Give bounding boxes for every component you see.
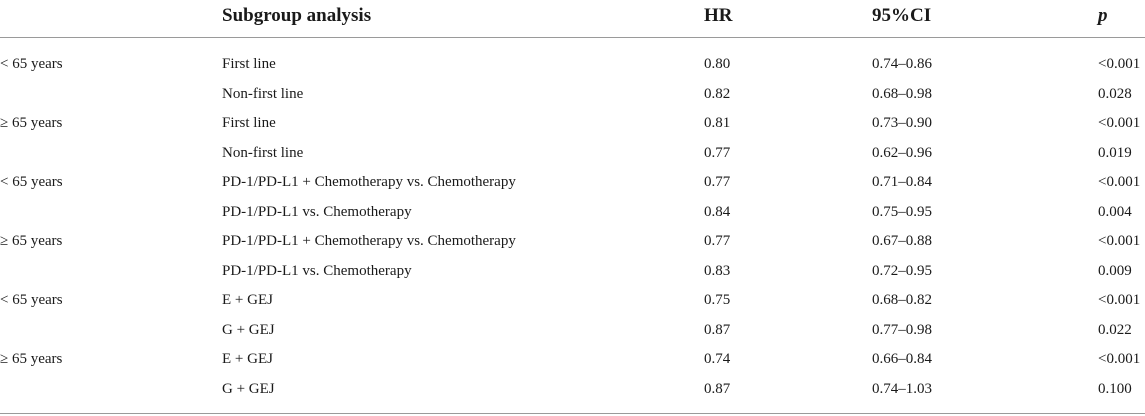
age-group-cell: < 65 years xyxy=(0,292,63,308)
hr-cell: 0.80 xyxy=(704,56,731,72)
table-row xyxy=(0,286,1145,316)
table-row xyxy=(0,109,1145,139)
header-subgroup-analysis: Subgroup analysis xyxy=(222,5,372,26)
ci-cell: 0.74–1.03 xyxy=(872,380,932,397)
subgroup-cell: G + GEJ xyxy=(222,321,275,338)
ci-cell: 0.73–0.90 xyxy=(872,115,932,131)
p-value-cell: <0.001 xyxy=(1098,174,1141,190)
table-row xyxy=(0,198,1145,228)
p-value-cell: 0.100 xyxy=(1098,380,1132,397)
p-value-cell: 0.028 xyxy=(1098,85,1132,102)
table-row xyxy=(0,80,1145,110)
hr-cell: 0.77 xyxy=(704,233,731,249)
hr-cell: 0.75 xyxy=(704,292,731,308)
table-row xyxy=(0,168,1145,198)
subgroup-cell: E + GEJ xyxy=(222,292,273,308)
ci-cell: 0.67–0.88 xyxy=(872,233,932,249)
subgroup-cell: Non-first line xyxy=(222,85,304,102)
subgroup-cell: PD-1/PD-L1 vs. Chemotherapy xyxy=(222,203,412,220)
age-group-cell: ≥ 65 years xyxy=(0,233,63,249)
p-value-cell: 0.019 xyxy=(1098,144,1132,161)
age-group-cell: ≥ 65 years xyxy=(0,115,63,131)
hr-cell: 0.77 xyxy=(704,144,731,161)
ci-cell: 0.62–0.96 xyxy=(872,144,932,161)
table-row xyxy=(0,345,1145,375)
subgroup-cell: PD-1/PD-L1 vs. Chemotherapy xyxy=(222,262,412,279)
ci-cell: 0.77–0.98 xyxy=(872,321,932,338)
hr-cell: 0.74 xyxy=(704,351,731,367)
subgroup-cell: G + GEJ xyxy=(222,380,275,397)
table-row xyxy=(0,257,1145,287)
age-group-cell: < 65 years xyxy=(0,56,63,72)
p-value-cell: <0.001 xyxy=(1098,233,1141,249)
ci-cell: 0.66–0.84 xyxy=(872,351,932,367)
table-row xyxy=(0,139,1145,169)
ci-cell: 0.68–0.82 xyxy=(872,292,932,308)
table-row xyxy=(0,316,1145,346)
hr-cell: 0.84 xyxy=(704,203,731,220)
hr-cell: 0.81 xyxy=(704,115,731,131)
hr-cell: 0.83 xyxy=(704,262,731,279)
p-value-cell: <0.001 xyxy=(1098,351,1141,367)
hr-cell: 0.87 xyxy=(704,321,731,338)
p-value-cell: 0.004 xyxy=(1098,203,1132,220)
ci-cell: 0.74–0.86 xyxy=(872,56,932,72)
ci-cell: 0.68–0.98 xyxy=(872,85,932,102)
header-hr: HR xyxy=(704,5,733,26)
subgroup-cell: First line xyxy=(222,115,276,131)
subgroup-cell: PD-1/PD-L1 + Chemotherapy vs. Chemotherapy xyxy=(222,174,516,190)
p-value-cell: 0.009 xyxy=(1098,262,1132,279)
p-value-cell: <0.001 xyxy=(1098,115,1141,131)
table-body xyxy=(0,50,1145,404)
table-row xyxy=(0,227,1145,257)
hr-cell: 0.77 xyxy=(704,174,731,190)
p-value-cell: <0.001 xyxy=(1098,56,1141,72)
ci-cell: 0.72–0.95 xyxy=(872,262,932,279)
header-p-value: p xyxy=(1098,5,1108,26)
header-95ci: 95%CI xyxy=(872,5,932,26)
subgroup-cell: First line xyxy=(222,56,276,72)
age-group-cell: < 65 years xyxy=(0,174,63,190)
age-group-cell: ≥ 65 years xyxy=(0,351,63,367)
table-header-row xyxy=(0,0,1145,38)
ci-cell: 0.75–0.95 xyxy=(872,203,932,220)
p-value-cell: 0.022 xyxy=(1098,321,1132,338)
subgroup-cell: E + GEJ xyxy=(222,351,273,367)
table-bottom-rule xyxy=(0,413,1145,414)
subgroup-cell: Non-first line xyxy=(222,144,304,161)
subgroup-cell: PD-1/PD-L1 + Chemotherapy vs. Chemotherapy xyxy=(222,233,516,249)
hr-cell: 0.82 xyxy=(704,85,731,102)
ci-cell: 0.71–0.84 xyxy=(872,174,932,190)
table-row xyxy=(0,375,1145,405)
table-row xyxy=(0,50,1145,80)
hr-cell: 0.87 xyxy=(704,380,731,397)
p-value-cell: <0.001 xyxy=(1098,292,1141,308)
